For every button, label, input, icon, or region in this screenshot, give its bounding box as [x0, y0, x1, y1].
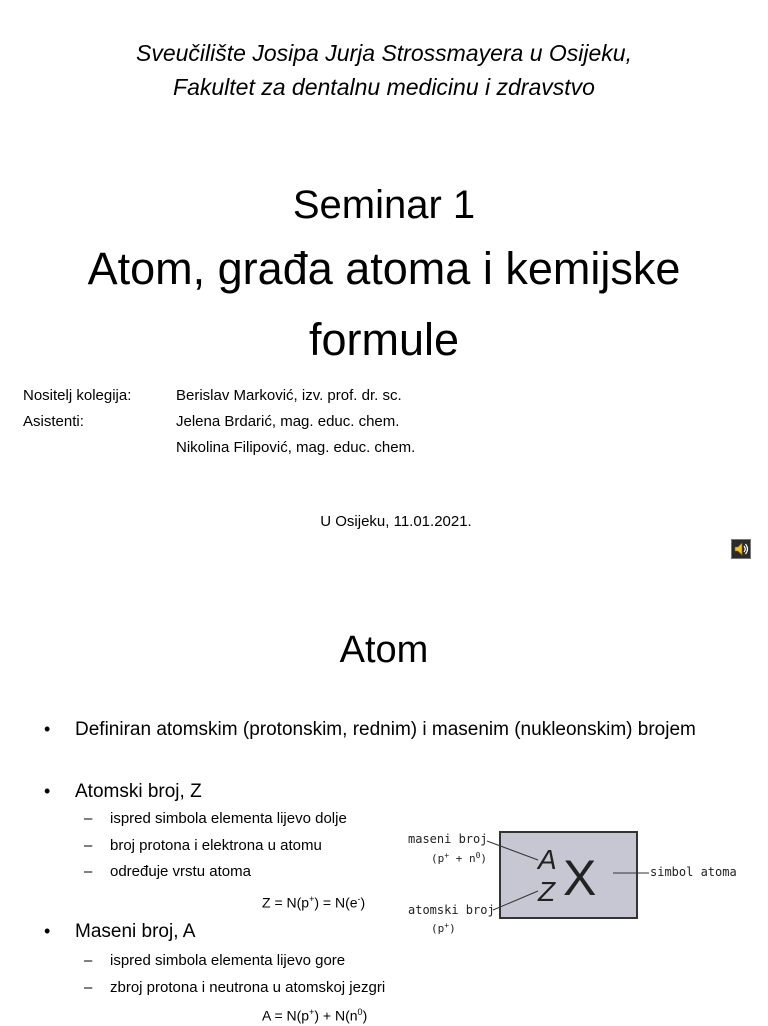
sub-bullet-text: ispred simbola elementa lijevo gore: [110, 952, 346, 969]
figure-letter-z: Z: [538, 876, 556, 907]
bullet-icon: •: [44, 921, 51, 941]
sub-bullet-text: zbroj protona i neutrona u atomskoj jezgri: [110, 979, 386, 996]
formula-part: ): [360, 894, 366, 911]
formula-z: [262, 889, 365, 913]
seminar-title-line1: Atom, građa atoma i kemijske: [87, 243, 681, 294]
formula-sup: 0: [357, 1007, 363, 1017]
maseni-broj-sub: $(p^+ + n^0)$: [431, 851, 488, 865]
formula-sup: +: [309, 894, 315, 904]
symbol-label: simbol atoma: [650, 865, 737, 879]
formula-a: [262, 1002, 367, 1026]
sub-bullet-text: ispred simbola elementa lijevo dolje: [110, 810, 347, 827]
figure-letter-a: A: [538, 844, 557, 875]
dash-icon: –: [84, 837, 93, 854]
place-and-date: U Osijeku, 11.01.2021.: [320, 513, 472, 530]
nuclide-notation-figure: [405, 818, 745, 946]
faculty-name: Fakultet za dentalnu medicinu i zdravstvo: [173, 74, 595, 100]
formula-part: ) = N(e: [314, 894, 358, 911]
staff-label: Nositelj kolegija:: [23, 387, 132, 404]
staff-name: Nikolina Filipović, mag. educ. chem.: [176, 439, 416, 456]
atomski-broj-label: atomski broj: [408, 903, 495, 917]
dash-icon: –: [84, 979, 93, 996]
maseni-broj-label: maseni broj: [408, 832, 488, 846]
dash-icon: –: [84, 810, 93, 827]
formula-part: A = N(p: [262, 1007, 310, 1024]
seminar-title-line2: formule: [308, 314, 460, 365]
formula-sup: -: [357, 894, 361, 904]
staff-name: Jelena Brdarić, mag. educ. chem.: [176, 413, 400, 430]
bullet-text: Maseni broj, A: [75, 921, 196, 942]
formula-part: ): [362, 1007, 368, 1024]
seminar-number: Seminar 1: [292, 183, 476, 227]
dash-icon: –: [84, 952, 93, 969]
dash-icon: –: [84, 863, 93, 880]
bullet-text: Definiran atomskim (protonskim, rednim) i masenim (nukleonskim) brojem: [75, 719, 696, 740]
bullet-icon: •: [44, 781, 51, 801]
bullet-text: Atomski broj, Z: [75, 781, 202, 802]
sub-bullet-text: određuje vrstu atoma: [110, 863, 251, 880]
formula-sup: +: [309, 1007, 315, 1017]
bullet-icon: •: [44, 719, 51, 739]
slide-title: Atom: [339, 629, 429, 671]
staff-label: Asistenti:: [23, 413, 84, 430]
atomski-broj-sub: (p+): [431, 921, 456, 935]
staff-name: Berislav Marković, izv. prof. dr. sc.: [176, 387, 402, 404]
speaker-icon[interactable]: [731, 539, 751, 559]
figure-letter-x: X: [563, 850, 597, 906]
sub-bullet-text: broj protona i elektrona u atomu: [110, 837, 322, 854]
formula-part: Z = N(p: [262, 894, 310, 911]
university-name: Sveučilište Josipa Jurja Strossmayera u Osijeku,: [136, 40, 632, 66]
formula-part: ) + N(n: [314, 1007, 358, 1024]
